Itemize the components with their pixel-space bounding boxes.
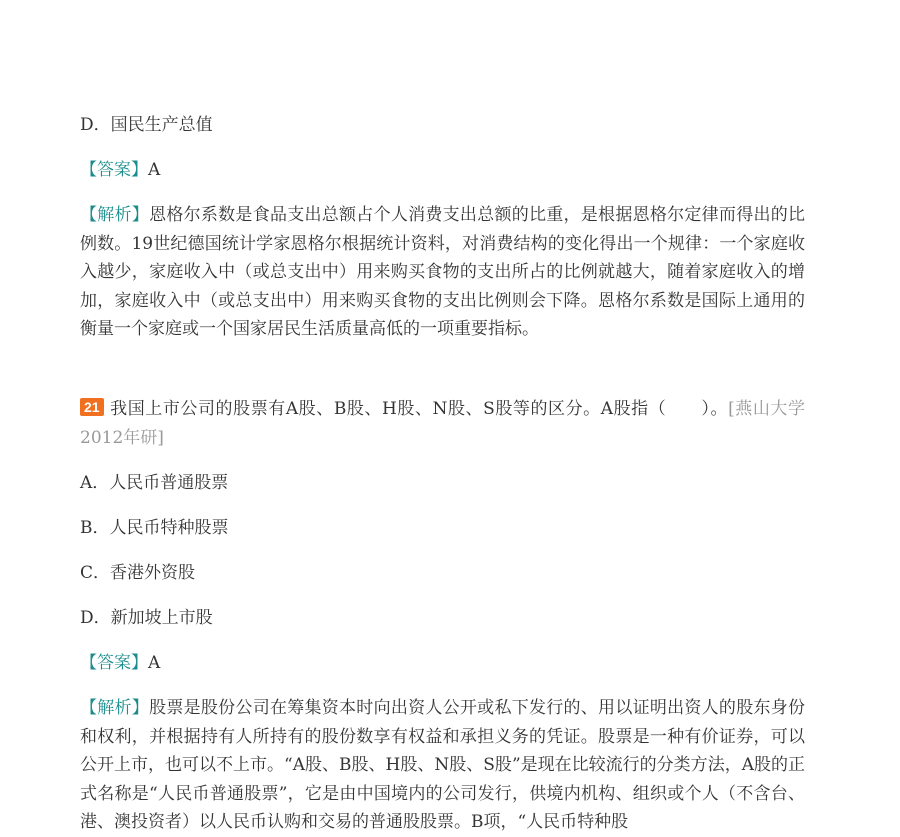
q20-analysis — [80, 201, 805, 344]
analysis-text: 恩格尔系数是食品支出总额占个人消费支出总额的比重，是根据恩格尔定律而得出的比例数。19世纪德国统计学家恩格尔根据统计资料，对消费结构的变化得出一个规律：一个家庭收入越少，家庭收入中（或总支出中）用来购买食物的支出所占的比例就越大，随着家庭收入的增加，家庭收入中（或总支出中）用来购买食物的支出比例则会下降。恩格尔系数是国际上通用的衡量一个家庭或一个国家居民生活质量高低的一项重要指标。 — [80, 205, 806, 340]
q21-option-c: C．香港外资股 — [80, 563, 196, 583]
q20-option-d: D．国民生产总值 — [80, 115, 213, 135]
q21-analysis — [80, 694, 805, 837]
analysis-label: 【解析】 — [80, 698, 150, 718]
answer-label: 【答案】 — [80, 653, 148, 673]
q21-option-a: A．人民币普通股票 — [80, 473, 229, 493]
question-number-badge: 21 — [80, 398, 104, 416]
question-text: 我国上市公司的股票有A股、B股、H股、N股、S股等的区分。A股指（ ）。 — [109, 399, 729, 419]
q21-answer — [80, 649, 160, 678]
analysis-label: 【解析】 — [80, 205, 150, 225]
answer-label: 【答案】 — [80, 160, 148, 180]
question-source: [燕山大学2012年研] — [80, 399, 805, 448]
analysis-text: 股票是股份公司在筹集资本时向出资人公开或私下发行的、用以证明出资人的股东身份和权利，并根据持有人所持有的股份数享有权益和承担义务的凭证。股票是一种有价证券，可以公开上市，也可以不上市。“A股、B股、H股、N股、S股”是现在比较流行的分类方法，A股的正式名称是“人民币普通股票”，它是由中国境内的公司发行，供境内机构、组织或个人（不含台、港、澳投资者）以人民币认购和交易的普通股股票。B项，“人民币特种股 — [80, 698, 806, 833]
q21-stem — [80, 395, 805, 452]
q21-option-b: B．人民币特种股票 — [80, 518, 229, 538]
answer-value: A — [148, 160, 161, 180]
q21-option-d: D．新加坡上市股 — [80, 608, 213, 628]
q20-answer — [80, 156, 160, 185]
answer-value: A — [148, 653, 161, 673]
